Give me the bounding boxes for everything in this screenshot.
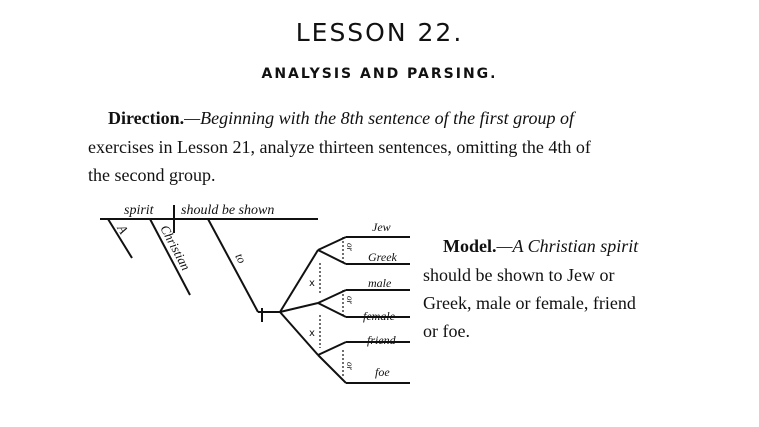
direction-line-3: the second group. [88,165,216,185]
model-line-4: or foe. [423,321,470,341]
object-greek: Greek [368,250,397,264]
group3-conjunction: or [345,362,355,371]
object-jew: Jew [372,220,391,234]
modifier-a-label: A [114,222,132,237]
direction-lead: Direction. [108,108,185,128]
group2-upper-link [318,290,346,303]
section-title: ANALYSIS AND PARSING. [261,66,498,82]
lesson-title: LESSON 22. [295,18,464,47]
group1-lower-link [318,250,346,264]
preposition-slant [208,219,258,312]
diagram-subject: spirit [124,203,154,218]
group1-conjunction: or [345,243,355,252]
group2-lower-link [318,303,346,317]
model-lead: Model. [443,236,497,256]
connector-x-2: x [309,328,315,339]
group3-lower-link [318,355,346,383]
model-text-1: —A Christian spirit [496,236,639,256]
object-foe: foe [375,365,390,379]
object-female: female [363,309,395,323]
modifier-christian-label: Christian [157,222,194,273]
model-line-2: should be shown to Jew or [423,265,615,285]
group3-upper-link [318,342,346,355]
direction-line-2: exercises in Lesson 21, analyze thirteen sentences, omitting the 4th of [88,137,591,157]
diagram-predicate: should be shown [181,203,275,218]
object-male: male [368,276,392,290]
direction-text-1: —Beginning with the 8th sentence of the first group of [184,108,574,128]
model-line-3: Greek, male or female, friend [423,293,636,313]
model-line-1 [443,236,638,257]
connector-x-1: x [309,278,315,289]
preposition-label: to [232,250,250,266]
group1-upper-link [318,237,346,250]
group2-conjunction: or [345,296,355,305]
object-friend: friend [367,333,396,347]
